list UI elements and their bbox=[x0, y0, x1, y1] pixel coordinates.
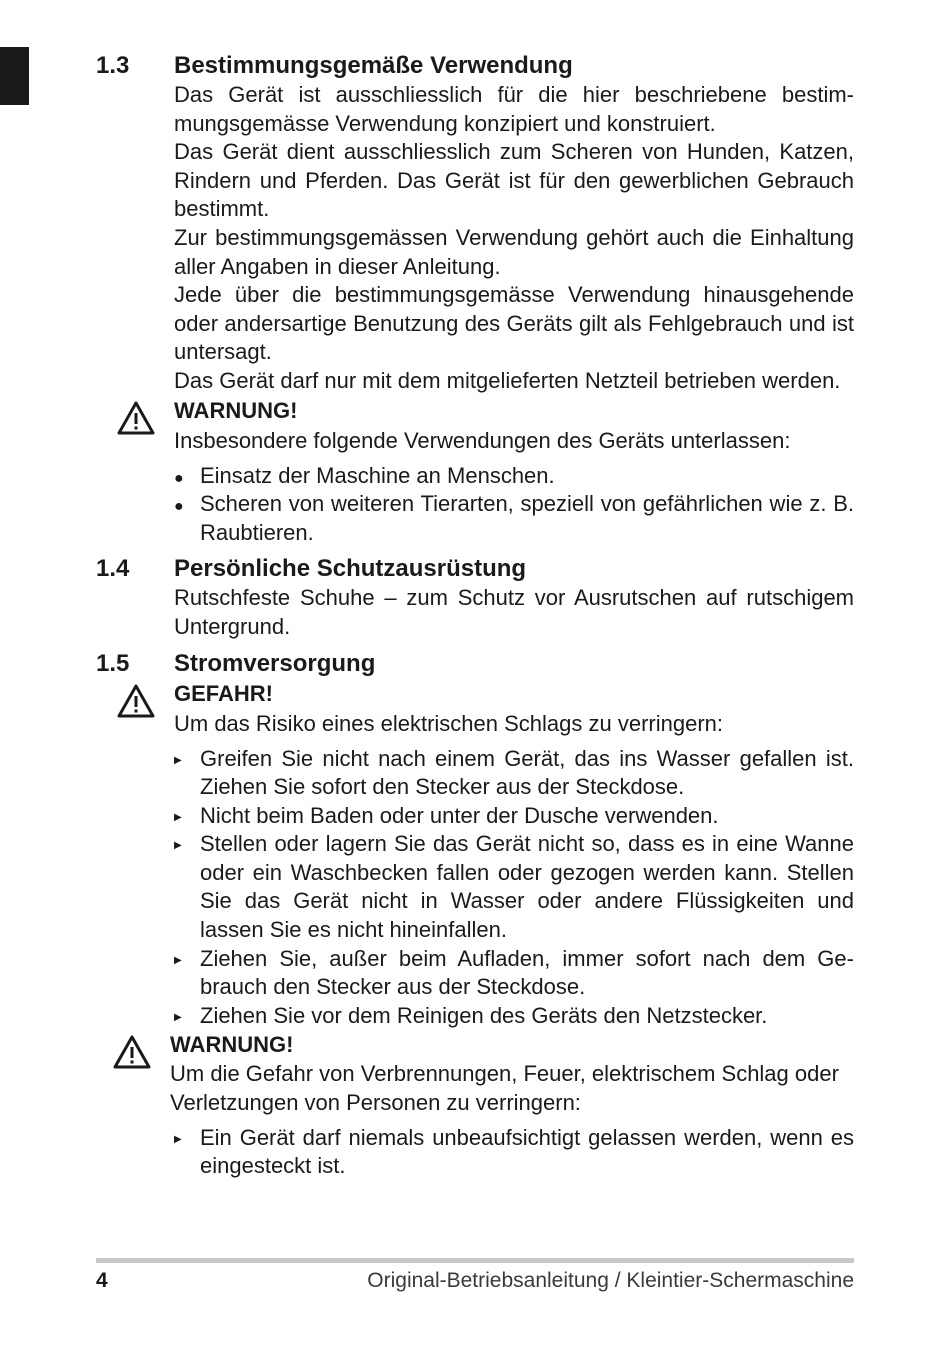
paragraph: Zur bestimmungsgemässen Verwendung gehört auch die Einhaltung aller Angaben in dieser Anleitung. bbox=[174, 224, 854, 279]
section-title: Persönliche Schutzausrüstung bbox=[174, 555, 527, 583]
section-title: Stromversorgung bbox=[174, 649, 376, 677]
list-item: ▶ Ein Gerät darf niemals unbeaufsichtigt gelassen werden, wenn es eingesteckt ist. bbox=[174, 1124, 854, 1181]
paragraph: Das Gerät dient ausschliesslich zum Scheren von Hunden, Katzen, Rindern und Pferden. Das Gerät ist für den gewerblichen Gebrauch bestimmt. bbox=[174, 139, 854, 222]
section-number: 1.4 bbox=[96, 555, 130, 583]
section-heading-1-4 bbox=[96, 553, 854, 584]
section-number: 1.5 bbox=[96, 649, 130, 677]
danger-text: Um das Risiko eines elektrischen Schlags zu verringern: bbox=[174, 710, 724, 736]
bullet-dot-icon bbox=[174, 462, 194, 494]
arrow-list bbox=[174, 1124, 854, 1181]
warning-text: Um die Gefahr von Verbrennungen, Feuer, elektrischem Schlag oder Verletzungen von Personen zu verringern: bbox=[170, 1061, 839, 1116]
section-heading-1-5 bbox=[96, 648, 854, 679]
list-item: ▶ Ziehen Sie vor dem Reinigen des Geräts den Netzstecker. bbox=[174, 1002, 854, 1031]
warning-block bbox=[170, 1030, 854, 1117]
triangle-bullet-icon bbox=[174, 802, 194, 833]
footer-divider bbox=[96, 1258, 854, 1263]
paragraph: Jede über die bestimmungsgemässe Verwendung hinausgehende oder andersartige Benutzung des Geräts gilt als Fehlgebrauch und ist untersagt. bbox=[174, 282, 854, 365]
list-item: ▶ Greifen Sie nicht nach einem Gerät, das ins Wasser gefallen ist. Ziehen Sie sofort den Stecker aus der Steckdose. bbox=[174, 745, 854, 802]
list-item: ▶ Ziehen Sie, außer beim Aufladen, immer sofort nach dem Gebrauch den Stecker aus der Steckdose. bbox=[174, 945, 854, 1002]
paragraph: Rutschfeste Schuhe – zum Schutz vor Ausrutschen auf rutschigem Untergrund. bbox=[174, 585, 854, 639]
section-number: 1.3 bbox=[96, 52, 130, 79]
warning-text: Insbesondere folgende Verwendungen des Geräts unterlassen: bbox=[174, 427, 791, 453]
page-number: 4 bbox=[96, 1269, 108, 1292]
paragraph: Das Gerät darf nur mit dem mitgelieferten Netzteil betrieben werden. bbox=[174, 367, 841, 393]
footer-title: Original-Betriebsanleitung / Kleintier-Schermaschine bbox=[367, 1269, 854, 1292]
section-title: Bestimmungsgemäße Verwendung bbox=[174, 52, 573, 79]
triangle-bullet-icon bbox=[174, 945, 194, 976]
page-footer bbox=[96, 1267, 854, 1295]
danger-title: GEFAHR! bbox=[174, 680, 273, 706]
triangle-bullet-icon bbox=[174, 745, 194, 776]
danger-block bbox=[174, 679, 854, 739]
warning-triangle-icon bbox=[112, 1034, 152, 1070]
warning-title: WARNUNG! bbox=[174, 397, 298, 423]
warning-triangle-icon bbox=[116, 400, 156, 436]
triangle-bullet-icon bbox=[174, 830, 194, 861]
list-item: ▶ Nicht beim Baden oder unter der Dusche verwenden. bbox=[174, 802, 854, 831]
chapter-tab-marker bbox=[0, 47, 29, 105]
page-content bbox=[96, 50, 854, 1181]
bullet-list bbox=[174, 462, 854, 548]
list-item: ● Einsatz der Maschine an Menschen. bbox=[174, 462, 854, 491]
list-item: ● Scheren von weiteren Tierarten, speziell von gefährlichen wie z. B. Raubtieren. bbox=[174, 490, 854, 547]
list-item: ▶ Stellen oder lagern Sie das Gerät nicht so, dass es in eine Wanne oder ein Waschbecken fallen oder gezogen werden kann. Stellen Sie das Gerät nicht in Wasser oder andere Flüssigkeiten und lassen Sie es nicht hineinfallen. bbox=[174, 830, 854, 944]
warning-triangle-icon bbox=[116, 683, 156, 719]
paragraph: Das Gerät ist ausschliesslich für die hier beschriebene bestimmungsgemässe Verwendung konzipiert und konstruiert. bbox=[174, 82, 854, 136]
section-heading-1-3 bbox=[96, 50, 854, 81]
bullet-dot-icon bbox=[174, 490, 194, 522]
arrow-list bbox=[174, 745, 854, 1031]
triangle-bullet-icon bbox=[174, 1124, 194, 1155]
warning-title: WARNUNG! bbox=[170, 1032, 294, 1058]
warning-block bbox=[174, 396, 854, 456]
triangle-bullet-icon bbox=[174, 1002, 194, 1033]
